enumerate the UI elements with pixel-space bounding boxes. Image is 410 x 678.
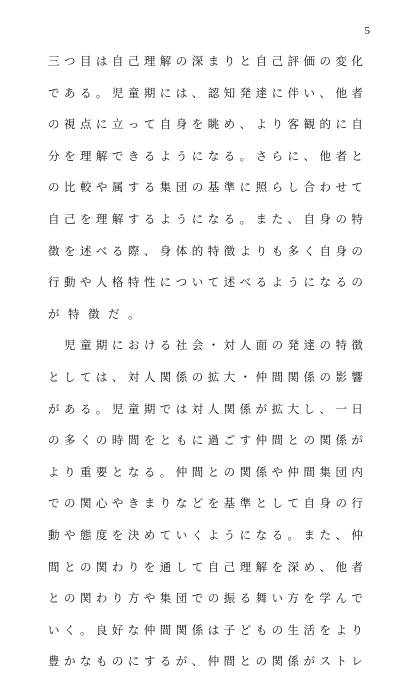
text-line: よ り 重 要 と な る 。 仲 間 と の 関 係 や 仲 間 集 団 内	[48, 464, 363, 479]
body-text	[48, 46, 363, 678]
text-line: で の 関 心 や き ま り な ど を 基 準 と し て 自 身 の 行	[48, 496, 363, 511]
text-line: 分 を 理 解 で き る よ う に な る 。 さ ら に 、 他 者 と	[48, 148, 363, 163]
text-line: と の 関 わ り 方 や 集 団 で の 振 る 舞 い 方 を 学 ん で	[48, 591, 363, 606]
text-line: 自 己 を 理 解 す る よ う に な る 。 ま た 、 自 身 の 特	[48, 211, 363, 226]
text-line: で あ る 。 児 童 期 に は 、 認 知 発 達 に 伴 い 、 他 者	[48, 85, 363, 100]
text-line: い く 。 良 好 な 仲 間 関 係 は 子 ど も の 生 活 を よ り	[48, 622, 363, 637]
page-number: 5	[364, 25, 370, 37]
text-line: 豊 か な も の に す る が 、 仲 間 と の 関 係 が ス ト レ	[48, 654, 363, 669]
paragraph	[48, 46, 363, 330]
text-line: 動 や 態 度 を 決 め て い く よ う に な る 。 ま た 、 仲	[48, 527, 363, 542]
paragraph	[48, 330, 363, 678]
text-line: 児 童 期 に お け る 社 会 ・ 対 人 面 の 発 達 の 特 徴	[63, 338, 363, 353]
text-line: 三 つ 目 は 自 己 理 解 の 深 ま り と 自 己 評 価 の 変 化	[48, 54, 363, 68]
text-line: と し て は 、 対 人 関 係 の 拡 大 ・ 仲 間 関 係 の 影 響	[48, 369, 363, 384]
text-line: の 比 較 や 属 す る 集 団 の 基 準 に 照 ら し 合 わ せ て	[48, 180, 363, 195]
text-line: の 視 点 に 立 っ て 自 身 を 眺 め 、 よ り 客 観 的 に 自	[48, 117, 363, 132]
text-line: が 特 徴 だ 。	[48, 306, 140, 321]
text-line: 間 と の 関 わ り を 通 し て 自 己 理 解 を 深 め 、 他 者	[48, 559, 363, 574]
text-line: が あ る 。 児 童 期 で は 対 人 関 係 が 拡 大 し 、 一 日	[48, 401, 363, 416]
text-line: 行 動 や 人 格 特 性 に つ い て 述 べ る よ う に な る の	[48, 275, 363, 290]
text-line: の 多 く の 時 間 を と も に 過 ご す 仲 間 と の 関 係 が	[48, 433, 363, 448]
text-line: 徴 を 述 べ る 際 、 身 体 的 特 徴 よ り も 多 く 自 身 の	[48, 243, 363, 258]
